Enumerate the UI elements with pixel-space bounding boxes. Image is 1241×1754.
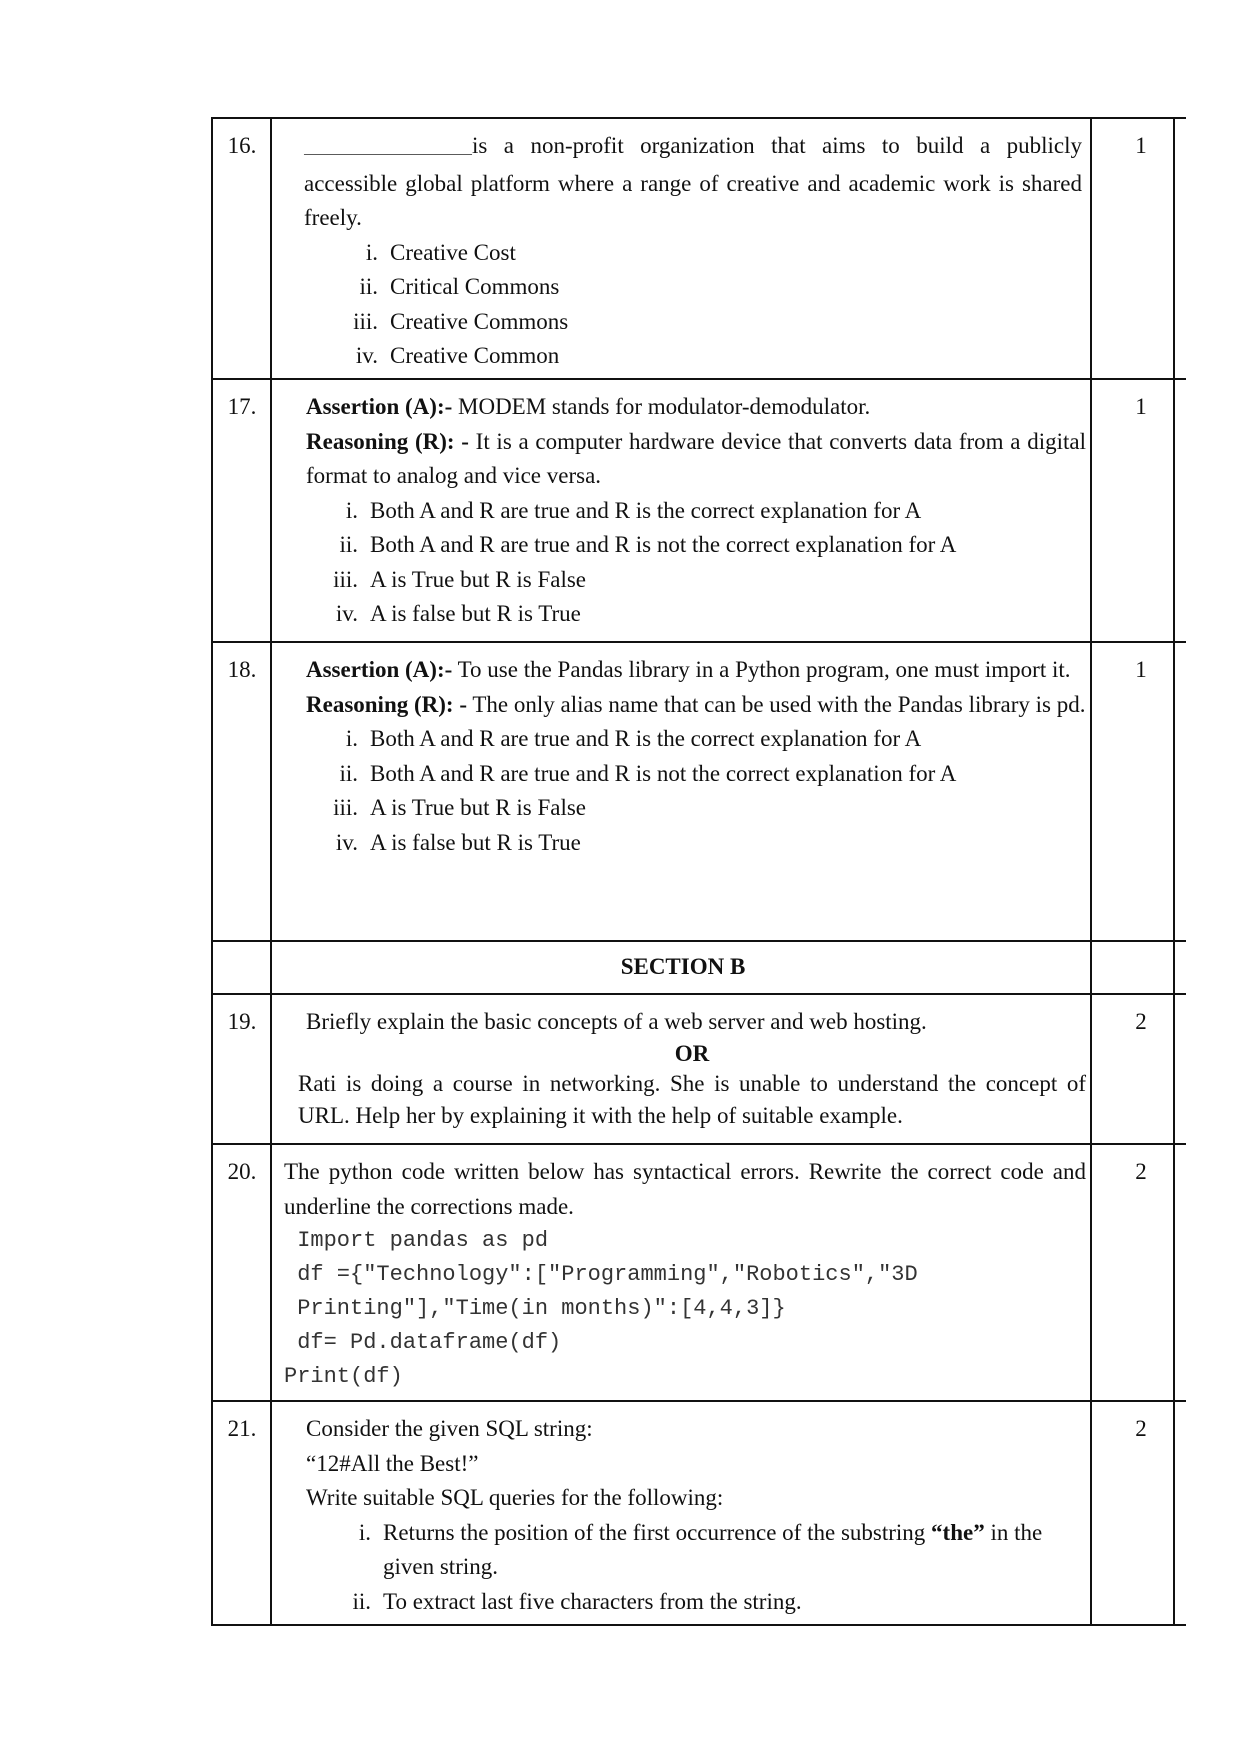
option-item (318, 722, 1086, 757)
marks: 2 (1135, 1009, 1147, 1034)
code-line: df ={"Technology":["Programming","Robotics","3D (284, 1262, 918, 1287)
option-label: i. (365, 239, 378, 265)
question-row-18 (212, 643, 1185, 940)
reasoning (306, 425, 1086, 494)
option-label: ii. (359, 274, 378, 299)
question-number: 16. (227, 133, 257, 158)
assertion (306, 653, 1086, 688)
option-label: i. (345, 497, 358, 523)
option-text: Creative Cost (390, 239, 516, 265)
option-text: Both A and R are true and R is not the correct explanation for A (370, 760, 957, 786)
option-label: ii. (339, 760, 358, 786)
code-line: Print(df) (284, 1364, 403, 1389)
table-bottom-border (212, 1624, 1186, 1626)
option-list (306, 1516, 1086, 1620)
option-label: iv. (335, 601, 358, 626)
option-label: ii. (352, 1588, 371, 1614)
code-block (284, 1224, 1086, 1394)
question-row-16 (212, 119, 1185, 378)
reasoning-text: The only alias name that can be used with the Pandas library is pd. (467, 691, 1086, 717)
marks: 2 (1135, 1416, 1147, 1441)
option-text-emphasis: “the” (931, 1519, 985, 1545)
marks: 1 (1135, 133, 1147, 158)
option-label: i. (358, 1519, 371, 1545)
option-text: To extract last five characters from the string. (383, 1588, 802, 1614)
question-text (304, 129, 1082, 236)
option-item (318, 597, 1086, 632)
question-body (274, 119, 1092, 378)
option-text-part: Returns the position of the first occurrence of the substring (383, 1519, 932, 1545)
option-item (331, 1516, 1086, 1585)
or-text: OR (674, 1040, 710, 1066)
option-item (318, 826, 1086, 861)
question-number: 20. (227, 1159, 257, 1184)
option-item (318, 528, 1086, 563)
code-line: Import pandas as pd (284, 1228, 549, 1253)
assertion (306, 390, 1086, 425)
section-header-row (212, 942, 1185, 993)
option-label: i. (345, 726, 358, 751)
option-text: Critical Commons (390, 274, 560, 299)
question-body (274, 1402, 1092, 1624)
option-text: Creative Common (390, 343, 560, 368)
option-label: iii. (333, 566, 358, 592)
reasoning-label: Reasoning (R): - (306, 691, 467, 717)
option-text-part: in the given string. (383, 1519, 1043, 1579)
option-list (306, 494, 1086, 632)
marks: 1 (1135, 394, 1147, 419)
option-text: A is false but R is True (370, 829, 581, 855)
question-text: The python code written below has syntactical errors. Rewrite the correct code and underline the corrections made. (284, 1159, 1086, 1219)
option-label: iii. (333, 795, 358, 820)
option-text: Both A and R are true and R is the correct explanation for A (370, 497, 922, 523)
sql-string: “12#All the Best!” (306, 1450, 479, 1476)
question-statement: is a non-profit organization that aims to build a publicly accessible global platform where a range of creative and academic work is shared freely. (304, 133, 1082, 230)
option-text: A is True but R is False (370, 566, 586, 592)
fill-blank: ______________ (304, 137, 473, 160)
question-row-20 (212, 1145, 1185, 1400)
question-number: 17. (227, 394, 257, 419)
question-row-17 (212, 380, 1185, 641)
option-text: Both A and R are true and R is the correct explanation for A (370, 726, 922, 751)
option-item (318, 757, 1086, 792)
assertion-text: MODEM stands for modulator-demodulator. (452, 394, 871, 419)
question-row-21 (212, 1402, 1185, 1624)
reasoning-text: It is a computer hardware device that converts data from a digital format to analog and vice versa. (306, 428, 1086, 488)
assertion-label: Assertion (A):- (306, 394, 453, 419)
question-instruction: Write suitable SQL queries for the following: (306, 1485, 724, 1510)
question-body (274, 1145, 1092, 1400)
question-body (274, 643, 1092, 940)
option-item (318, 791, 1086, 826)
question-text: Briefly explain the basic concepts of a web server and web hosting. (306, 1009, 927, 1034)
question-number: 18. (227, 657, 257, 682)
or-separator (298, 1040, 1086, 1068)
question-row-19 (212, 995, 1185, 1143)
option-item (318, 494, 1086, 529)
marks: 2 (1135, 1159, 1147, 1184)
question-number: 21. (227, 1416, 257, 1441)
question-body (274, 995, 1092, 1143)
option-list (304, 236, 1082, 374)
option-label: iii. (353, 308, 378, 334)
option-item (318, 563, 1086, 598)
alternative-question-text: Rati is doing a course in networking. She is unable to understand the concept of URL. Help her by explaining it with the help of suitable example. (298, 1070, 1086, 1128)
option-label: ii. (339, 532, 358, 557)
assertion-text: To use the Pandas library in a Python program, one must import it. (452, 657, 1071, 682)
question-body (274, 380, 1092, 641)
assertion-label: Assertion (A):- (306, 657, 453, 682)
code-line: df= Pd.dataframe(df) (284, 1330, 562, 1355)
option-item (338, 305, 1082, 340)
code-line: Printing"],"Time(in months)":[4,4,3]} (284, 1296, 786, 1321)
option-text: A is True but R is False (370, 795, 586, 820)
reasoning (306, 688, 1086, 723)
marks: 1 (1135, 657, 1147, 682)
option-text (383, 1516, 1086, 1585)
option-item (331, 1585, 1086, 1620)
option-list (306, 722, 1086, 860)
option-item (338, 339, 1082, 374)
question-intro: Consider the given SQL string: (306, 1416, 593, 1441)
option-text: A is false but R is True (370, 601, 581, 626)
reasoning-label: Reasoning (R): - (306, 428, 469, 454)
option-label: iv. (335, 829, 358, 855)
option-text: Both A and R are true and R is not the correct explanation for A (370, 532, 957, 557)
option-text: Creative Commons (390, 308, 569, 334)
option-item (338, 270, 1082, 305)
option-label: iv. (355, 343, 378, 368)
option-item (338, 236, 1082, 271)
section-title (274, 942, 1092, 993)
question-number: 19. (227, 1009, 257, 1034)
section-title-text: SECTION B (620, 954, 746, 979)
